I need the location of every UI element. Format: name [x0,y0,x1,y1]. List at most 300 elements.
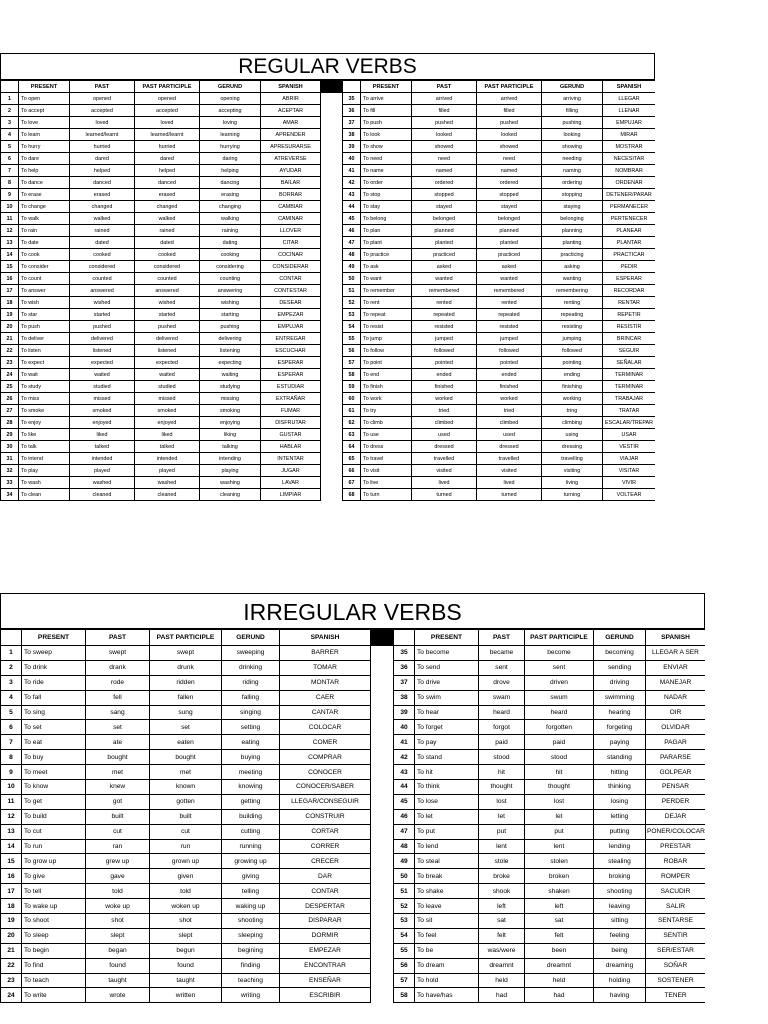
present-cell: To hurry [19,141,70,153]
past-participle-cell: showed [477,141,542,153]
row-number: 2 [1,660,22,675]
past-participle-cell: climbed [477,417,542,429]
present-cell: To miss [19,393,70,405]
row-number: 3 [1,117,19,129]
table-row [1,735,706,750]
past-cell: became [479,646,525,661]
table-row [1,297,656,309]
present-cell: To stop [361,189,412,201]
present-cell: To dress [361,441,412,453]
gerund-cell: turning [542,489,603,501]
column-divider [371,839,394,854]
spanish-cell: ACEPTAR [261,105,321,117]
column-divider [321,417,343,429]
present-cell: To show [361,141,412,153]
past-participle-cell: drunk [150,660,222,675]
spanish-cell: CAER [280,690,371,705]
gerund-cell: studying [200,381,261,393]
column-divider [371,914,394,929]
past-cell: waited [70,369,135,381]
past-participle-cell: fallen [150,690,222,705]
past-cell: ran [86,839,150,854]
present-cell: To cook [19,249,70,261]
present-cell: To lose [415,794,479,809]
row-number: 43 [343,189,361,201]
present-cell: To study [19,381,70,393]
present-cell: To travel [361,453,412,465]
gerund-cell: holding [594,973,646,988]
gerund-cell: visiting [542,465,603,477]
past-participle-cell: delivered [135,333,200,345]
column-divider [321,441,343,453]
gerund-cell: finding [222,958,280,973]
past-participle-cell: dressed [477,441,542,453]
irregular-verbs-title: IRREGULAR VERBS [0,593,705,629]
column-divider [371,854,394,869]
present-cell: To think [415,780,479,795]
row-number: 23 [1,357,19,369]
row-number: 9 [1,189,19,201]
row-number: 49 [343,261,361,273]
past-participle-cell: resisted [477,321,542,333]
past-cell: intended [70,453,135,465]
column-divider [371,928,394,943]
gerund-cell: planning [542,225,603,237]
gerund-cell: standing [594,750,646,765]
column-header: GERUND [222,630,280,646]
past-participle-cell: ended [477,369,542,381]
spanish-cell: BARRER [280,646,371,661]
column-header: GERUND [542,81,603,93]
table-row [1,928,706,943]
gerund-cell: intending [200,453,261,465]
header-blank [1,630,22,646]
column-header: SPANISH [603,81,656,93]
spanish-cell: CORRER [280,839,371,854]
row-number: 55 [343,333,361,345]
gerund-cell: wishing [200,297,261,309]
past-participle-cell: talked [135,441,200,453]
spanish-cell: DETENER/PARAR [603,189,656,201]
row-number: 19 [1,914,22,929]
row-number: 60 [343,393,361,405]
gerund-cell: ordering [542,177,603,189]
present-cell: To sing [22,705,86,720]
column-header: PAST PARTICIPLE [150,630,222,646]
gerund-cell: singing [222,705,280,720]
present-cell: To answer [19,285,70,297]
past-cell: ordered [412,177,477,189]
past-participle-cell: grown up [150,854,222,869]
column-divider [321,465,343,477]
past-cell: talked [70,441,135,453]
row-number: 49 [394,854,415,869]
past-participle-cell: accepted [135,105,200,117]
row-number: 10 [1,201,19,213]
gerund-cell: buying [222,750,280,765]
gerund-cell: naming [542,165,603,177]
spanish-cell: EMPEZAR [280,943,371,958]
spanish-cell: GOLPEAR [646,765,706,780]
gerund-cell: eating [222,735,280,750]
spanish-cell: MONTAR [280,675,371,690]
past-cell: put [479,824,525,839]
past-cell: turned [412,489,477,501]
present-cell: To accept [19,105,70,117]
table-row [1,393,656,405]
row-number: 16 [1,273,19,285]
past-participle-cell: built [150,809,222,824]
gerund-cell: letting [594,809,646,824]
row-number: 11 [1,213,19,225]
table-row [1,333,656,345]
gerund-cell: lending [594,839,646,854]
table-row [1,177,656,189]
past-cell: walked [70,213,135,225]
present-cell: To meet [22,765,86,780]
gerund-cell: dancing [200,177,261,189]
past-participle-cell: found [150,958,222,973]
column-divider [321,261,343,273]
row-number: 13 [1,237,19,249]
past-participle-cell: washed [135,477,200,489]
spanish-cell: ESCUCHAR [261,345,321,357]
past-cell: pushed [70,321,135,333]
spanish-cell: BORRAR [261,189,321,201]
gerund-cell: opening [200,93,261,105]
spanish-cell: CRECER [280,854,371,869]
past-cell: dreamnt [479,958,525,973]
past-cell: set [86,720,150,735]
spanish-cell: PLANTAR [603,237,656,249]
table-row [1,705,706,720]
present-cell: To need [361,153,412,165]
present-cell: To leave [415,899,479,914]
past-cell: sat [479,914,525,929]
past-participle-cell: lost [525,794,594,809]
past-cell: dated [70,237,135,249]
present-cell: To rent [361,297,412,309]
spanish-cell: ATREVERSE [261,153,321,165]
past-cell: filled [412,105,477,117]
table-row [1,93,656,105]
row-number: 18 [1,899,22,914]
present-cell: To drive [415,675,479,690]
past-participle-cell: ridden [150,675,222,690]
past-cell: answered [70,285,135,297]
column-divider [371,869,394,884]
past-cell: danced [70,177,135,189]
column-header: PAST PARTICIPLE [525,630,594,646]
past-cell: began [86,943,150,958]
present-cell: To wait [19,369,70,381]
row-number: 12 [1,225,19,237]
column-divider [371,899,394,914]
gerund-cell: climbing [542,417,603,429]
column-divider [321,477,343,489]
present-cell: To set [22,720,86,735]
row-number: 4 [1,690,22,705]
present-cell: To send [415,660,479,675]
spanish-cell: CONOCER [280,765,371,780]
column-divider [321,177,343,189]
past-participle-cell: written [150,988,222,1003]
spanish-cell: TENER [646,988,706,1003]
gerund-cell: feeling [594,928,646,943]
past-participle-cell: looked [477,129,542,141]
spanish-cell: RESISTIR [603,321,656,333]
gerund-cell: jumping [542,333,603,345]
gerund-cell: travelling [542,453,603,465]
row-number: 54 [394,928,415,943]
past-participle-cell: met [150,765,222,780]
row-number: 45 [394,794,415,809]
table-row [1,237,656,249]
gerund-cell: remembering [542,285,603,297]
past-participle-cell: planted [477,237,542,249]
table-row [1,417,656,429]
row-number: 40 [394,720,415,735]
past-participle-cell: played [135,465,200,477]
spanish-cell: CONTAR [280,884,371,899]
spanish-cell: LLEGAR/CONSEGUIR [280,794,371,809]
spanish-cell: NECESITAR [603,153,656,165]
past-cell: lived [412,477,477,489]
column-divider [321,225,343,237]
past-participle-cell: asked [477,261,542,273]
table-row [1,369,656,381]
present-cell: To date [19,237,70,249]
present-cell: To erase [19,189,70,201]
column-divider [371,943,394,958]
gerund-cell: drinking [222,660,280,675]
row-number: 35 [394,646,415,661]
row-number: 51 [394,884,415,899]
spanish-cell: DEJAR [646,809,706,824]
past-participle-cell: cooked [135,249,200,261]
gerund-cell: walking [200,213,261,225]
row-number: 67 [343,477,361,489]
present-cell: To follow [361,345,412,357]
row-number: 48 [394,839,415,854]
row-number: 17 [1,285,19,297]
row-number: 68 [343,489,361,501]
gerund-cell: playing [200,465,261,477]
present-cell: To put [415,824,479,839]
past-participle-cell: expected [135,357,200,369]
present-cell: To shake [415,884,479,899]
gerund-cell: accepting [200,105,261,117]
present-cell: To fill [361,105,412,117]
past-participle-cell: wanted [477,273,542,285]
present-cell: To write [22,988,86,1003]
regular-verbs-sheet [0,53,655,538]
present-cell: To run [22,839,86,854]
column-divider [321,105,343,117]
gerund-cell: starting [200,309,261,321]
gerund-cell: being [594,943,646,958]
present-cell: To count [19,273,70,285]
past-cell: considered [70,261,135,273]
spanish-cell: ESCRIBIR [280,988,371,1003]
present-cell: To deliver [19,333,70,345]
past-cell: taught [86,973,150,988]
header-blank [343,81,361,93]
gerund-cell: erasing [200,189,261,201]
column-divider [371,720,394,735]
past-participle-cell: ordered [477,177,542,189]
past-participle-cell: swum [525,690,594,705]
spanish-cell: ENTREGAR [261,333,321,345]
past-participle-cell: turned [477,489,542,501]
present-cell: To look [361,129,412,141]
past-participle-cell: intended [135,453,200,465]
row-number: 10 [1,780,22,795]
present-cell: To know [22,780,86,795]
table-row [1,357,656,369]
row-number: 38 [343,129,361,141]
present-cell: To dream [415,958,479,973]
row-number: 19 [1,309,19,321]
past-cell: visited [412,465,477,477]
past-cell: lent [479,839,525,854]
past-cell: ended [412,369,477,381]
gerund-cell: raining [200,225,261,237]
column-divider [321,165,343,177]
past-participle-cell: sat [525,914,594,929]
past-cell: cooked [70,249,135,261]
present-cell: To sweep [22,646,86,661]
gerund-cell: sleeping [222,928,280,943]
past-participle-cell: cleaned [135,489,200,501]
past-cell: learned/learnt [70,129,135,141]
row-number: 52 [343,297,361,309]
past-cell: built [86,809,150,824]
table-row [1,165,656,177]
past-cell: drove [479,675,525,690]
spanish-cell: JUGAR [261,465,321,477]
gerund-cell: sending [594,660,646,675]
gerund-cell: begining [222,943,280,958]
past-cell: named [412,165,477,177]
row-number: 6 [1,153,19,165]
spanish-cell: APRENDER [261,129,321,141]
past-cell: smoked [70,405,135,417]
table-row [1,441,656,453]
present-cell: To fall [22,690,86,705]
present-cell: To turn [361,489,412,501]
present-cell: To play [19,465,70,477]
row-number: 16 [1,869,22,884]
row-number: 50 [343,273,361,285]
past-cell: rode [86,675,150,690]
row-number: 4 [1,129,19,141]
past-participle-cell: held [525,973,594,988]
table-row [1,914,706,929]
present-cell: To resist [361,321,412,333]
present-cell: To ride [22,675,86,690]
past-cell: climbed [412,417,477,429]
table-row [1,958,706,973]
gerund-cell: getting [222,794,280,809]
row-number: 17 [1,884,22,899]
spanish-cell: SALIR [646,899,706,914]
gerund-cell: losing [594,794,646,809]
past-participle-cell: counted [135,273,200,285]
table-row [1,720,706,735]
spanish-cell: ENSEÑAR [280,973,371,988]
spanish-cell: NOMBRAR [603,165,656,177]
past-cell: stood [479,750,525,765]
past-cell: travelled [412,453,477,465]
spanish-cell: ESPERAR [261,369,321,381]
past-cell: thought [479,780,525,795]
past-participle-cell: considered [135,261,200,273]
past-participle-cell: swept [150,646,222,661]
past-cell: bought [86,750,150,765]
present-cell: To become [415,646,479,661]
table-row [1,675,706,690]
gerund-cell: followed [542,345,603,357]
column-divider [321,393,343,405]
irregular-verbs-sheet [0,593,705,1024]
gerund-cell: talking [200,441,261,453]
table-row [1,309,656,321]
row-number: 46 [394,809,415,824]
past-participle-cell: practiced [477,249,542,261]
column-divider [321,273,343,285]
spanish-cell: CONSTRUIR [280,809,371,824]
table-row [1,105,656,117]
row-number: 15 [1,261,19,273]
present-cell: To drink [22,660,86,675]
past-participle-cell: forgotten [525,720,594,735]
row-number: 14 [1,249,19,261]
gerund-cell: renting [542,297,603,309]
gerund-cell: running [222,839,280,854]
present-cell: To wash [19,477,70,489]
past-participle-cell: remembered [477,285,542,297]
column-header: PRESENT [22,630,86,646]
table-row [1,381,656,393]
past-cell: stayed [412,201,477,213]
row-number: 37 [394,675,415,690]
column-header: PRESENT [415,630,479,646]
spanish-cell: PARARSE [646,750,706,765]
past-cell: found [86,958,150,973]
spanish-cell: ESPERAR [603,273,656,285]
past-participle-cell: listened [135,345,200,357]
past-cell: erased [70,189,135,201]
row-number: 36 [394,660,415,675]
past-cell: held [479,973,525,988]
gerund-cell: dressing [542,441,603,453]
present-cell: To star [19,309,70,321]
past-participle-cell: left [525,899,594,914]
column-divider [371,794,394,809]
present-cell: To begin [22,943,86,958]
column-header: PRESENT [361,81,412,93]
past-cell: swam [479,690,525,705]
table-row [1,988,706,1003]
spanish-cell: PERDER [646,794,706,809]
past-participle-cell: opened [135,93,200,105]
column-divider [371,750,394,765]
past-cell: sang [86,705,150,720]
column-divider [321,321,343,333]
column-divider [321,189,343,201]
gerund-cell: repeating [542,309,603,321]
